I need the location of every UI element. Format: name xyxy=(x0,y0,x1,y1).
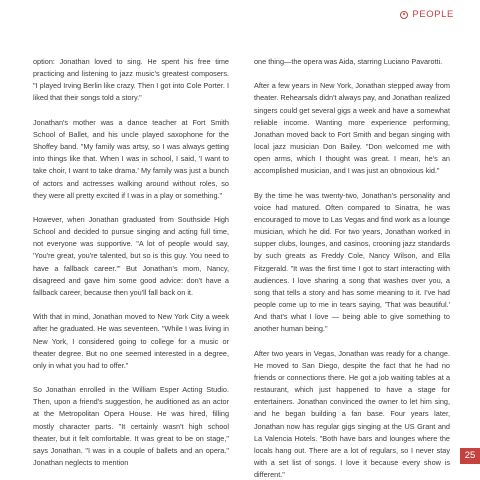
paragraph: option: Jonathan loved to sing. He spent his free time practicing and listening to jazz music's greatest composers. "I played Irving Berlin like crazy. Then I got into Cole Porter. I liked that their songs told a story." xyxy=(33,57,229,103)
paragraph: After two years in Vegas, Jonathan was ready for a change. He moved to San Diego, despite the fact that he had no friends or connections there. He got a job waiting tables at a restaurant, which just happened to have a stage for entertainers. Jonathan convinced the owner to let him sing, and he began building a fan base. Four years later, Jonathan now has regular gigs singing at the US Grant and La Valencia Hotels. "Both have bars and lounges where the locals hang out. There are a lot of regulars, so I never stay with a set list of songs. I love it because every show is different." xyxy=(254,348,450,480)
paragraph: After a few years in New York, Jonathan stepped away from theater. Rehearsals didn't always pay, and Jonathan realized singers could get several gigs a week and have a somewhat reliable income. Wanting more experience performing, Jonathan moved back to Fort Smith and began singing with local jazz musician Don Bailey. "Don welcomed me with open arms, which I thought was great. I mean, he's an accomplished musician, and I was just an obnoxious kid." xyxy=(254,81,450,176)
paragraph: one thing—the opera was Aida, starring Luciano Pavarotti. xyxy=(254,57,443,66)
page-number: 25 xyxy=(460,448,480,464)
paragraph: However, when Jonathan graduated from Southside High School and decided to pursue singing and acting full time, not everyone was supportive. "A lot of people would say, 'You're great, you're talented, but so is this guy. You need to have a fallback career.'" But Jonathan's mom, Nancy, disagreed and gave him some good advice: don't have a fallback career, because then you'll fall back on it. xyxy=(33,215,229,297)
section-label: PEOPLE xyxy=(412,9,454,20)
article-column-right xyxy=(254,56,450,480)
paragraph: With that in mind, Jonathan moved to New York City a week after he graduated. He was seventeen. "While I was living in New York, I considered going to college for a music or theater degree. But no one seemed interested in a degree, only in what you had to offer." xyxy=(33,312,229,370)
circle-bullet-icon xyxy=(400,11,408,19)
paragraph: Jonathan's mother was a dance teacher at Fort Smith School of Ballet, and his uncle played saxophone for the Shoffey band. "My family was artsy, so I was always getting into things like that. When I was in school, I said, 'I want to take choir, I want to take drama.' My family was just a bunch of actors and actresses walking around without roles, so they were all pretty excited if I was in a play or something." xyxy=(33,117,229,200)
page-header xyxy=(400,9,454,20)
article-column-left xyxy=(33,56,229,469)
paragraph: By the time he was twenty-two, Jonathan's personality and voice had matured. Often compared to Sinatra, he was encouraged to move to Las Vegas and find work as a lounge musician, which he did. For two years, Jonathan worked in supper clubs, lounges, and casinos, crooning jazz standards by such greats as Freddy Cole, Nancy Wilson, and Ella Fitzgerald. "It was the first time I got to start interacting with audiences. I love sharing a song that washes over you, a song that tells a story and has some meaning to it. I've had people come up to me in tears saying, 'That was beautiful.' And that's what I love — being able to give something to another human being." xyxy=(254,190,450,334)
paragraph: So Jonathan enrolled in the William Esper Acting Studio. Then, upon a friend's suggestion, he auditioned as an actor at the Metropolitan Opera House. He was hired, filling mostly character parts. "It certainly wasn't high school theater, but it felt comfortable. It was great to be on stage," says Jonathan. "I was in a couple of ballets and an opera." Jonathan neglects to mention xyxy=(33,385,229,468)
